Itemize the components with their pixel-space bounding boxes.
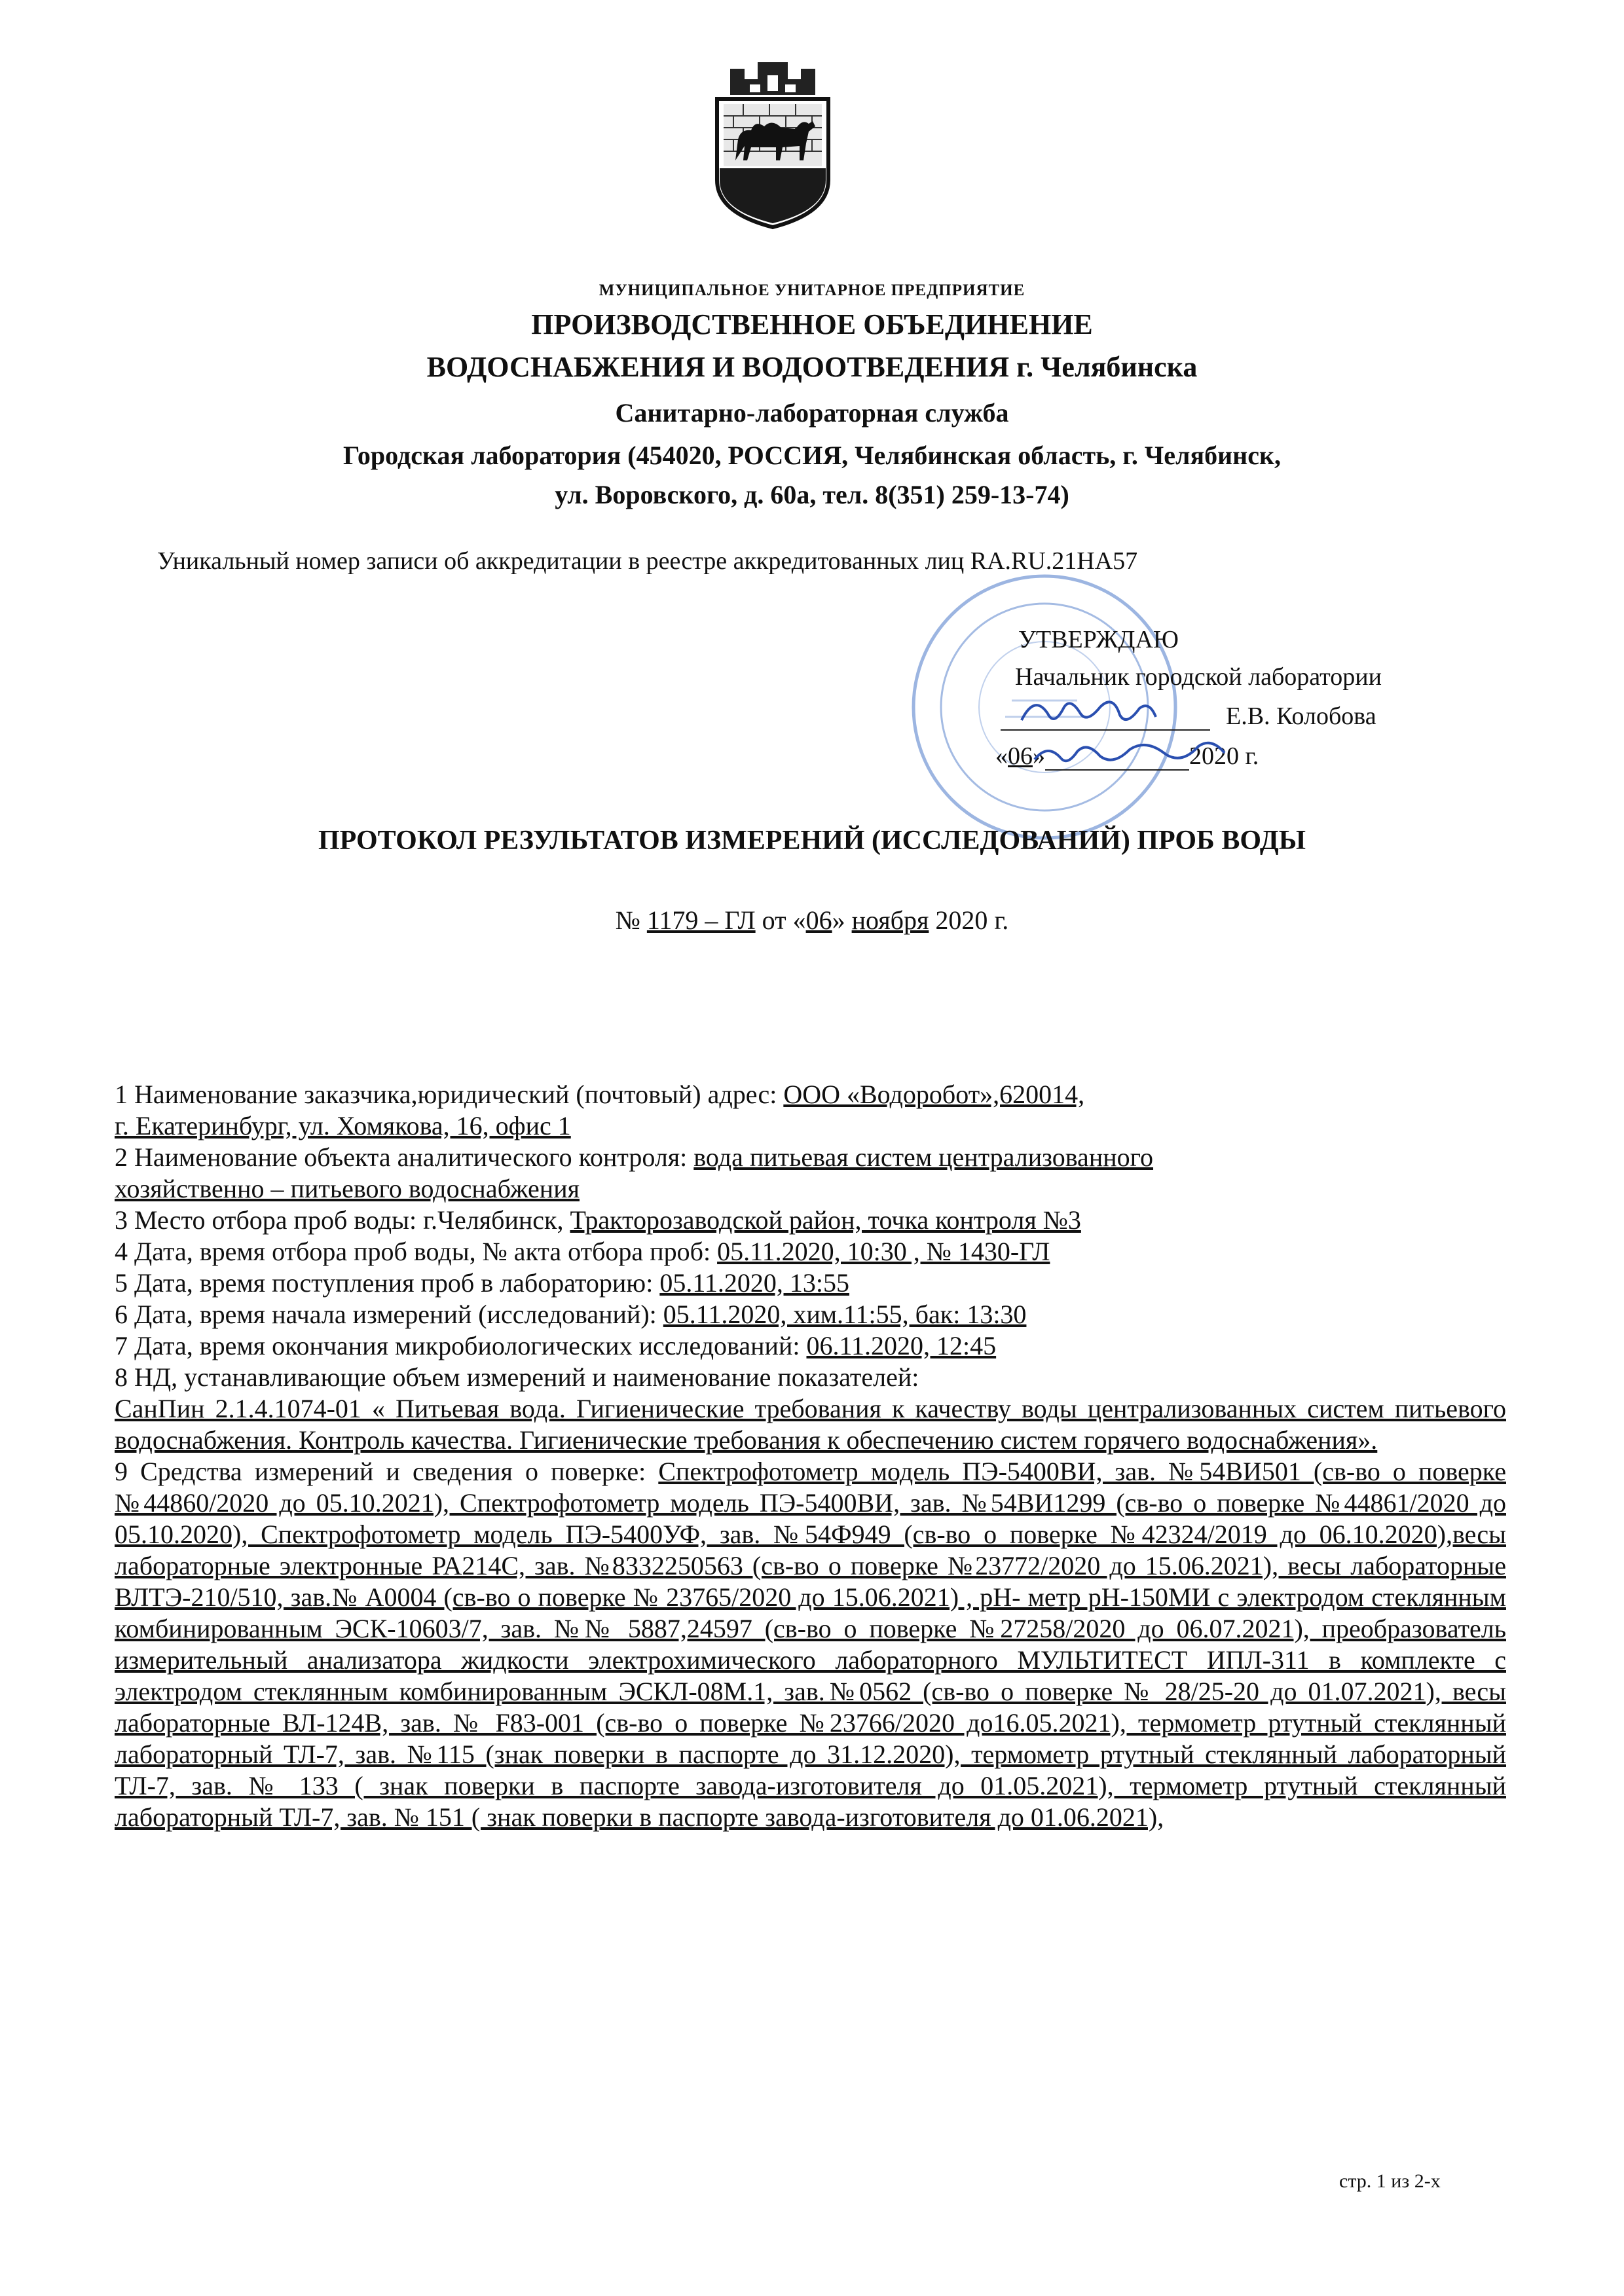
field-8-value [115,1393,1506,1456]
customer-address: г. Екатеринбург, ул. Хомякова, 16, офис 1 [115,1111,571,1140]
object-name: вода питьевая систем централизованного [693,1142,1154,1172]
approval-day: 06 [1008,742,1033,770]
service-name: Санитарно-лабораторная служба [615,398,1009,428]
protocol-month: ноября [851,905,929,935]
field-2: 2 Наименование объекта аналитического контроля: вода питьевая систем централизованного [115,1142,1154,1172]
protocol-number-value: 1179 – ГЛ [646,905,756,935]
protocol-year: 2020 г. [929,905,1009,935]
object-name-cont: хозяйственно – питьевого водоснабжения [115,1174,580,1203]
field-5: 5 Дата, время поступления проб в лабораторию: 05.11.2020, 13:55 [115,1268,849,1298]
customer-name: ООО «Водоробот»,620014, [783,1080,1085,1109]
measurement-instruments: Спектрофотометр модель ПЭ-5400ВИ, зав. №54ВИ501 (св-во о поверке №44860/2020 до 05.10.2021), Спектрофотометр модель ПЭ-5400ВИ, зав. №54ВИ1299 (св-во о поверке №44861/2020 до 05.10.2020), Спектрофотометр модель ПЭ-5400УФ, зав. №54Ф949 (св-во о поверке №42324/2019 до 06.10.2020),весы лабораторные электронные РА214С, зав. №8332250563 (св-во о поверке №23772/2020 до 15.06.2021), весы лабораторные ВЛТЭ-210/510, зав.№ А0004 (св-во о поверке № 23765/2020 до 15.06.2021) , рН- метр рН-150МИ с электродом стеклянным комбинированным ЭСК-10603/7, зав. №№ 5887,24597 (св-во о поверке №27258/2020 до 06.07.2021), преобразователь измерительный анализатора жидкости электрохимического лабораторного МУЛЬТИТЕСТ ИПЛ-311 в комплекте с электродом стеклянным комбинированным ЭСКЛ-08М.1, зав.№0562 (св-во о поверке № 28/25-20 до 01.07.2021), весы лабораторные ВЛ-124В, зав. № F83-001 (св-во о поверке №23766/2020 до16.05.2021), термометр ртутный стеклянный лабораторный ТЛ-7, зав. №115 (знак поверки в паспорте до 31.12.2020), термометр ртутный стеклянный лабораторный ТЛ-7, зав. № 133 ( знак поверки в паспорте завода-изготовителя до 01.05.2021), термометр ртутный стеклянный лабораторный ТЛ-7, зав. № 151 ( знак поверки в паспорте завода-изготовителя до 01.06.2021), [115,1457,1506,1832]
accreditation-number: Уникальный номер записи об аккредитации в реестре аккредитованных лиц RA.RU.21HA57 [157,547,1138,575]
field-2-cont [115,1173,1506,1205]
laboratory-name: Городская лаборатория (454020, РОССИЯ, Челябинская область, г. Челябинск, [342,441,1282,470]
city-coat-of-arms-icon [704,56,841,232]
approval-date: «06» 2020 г. [995,742,1259,770]
field-4: 4 Дата, время отбора проб воды, № акта отбора проб: 05.11.2020, 10:30 , № 1430-ГЛ [115,1237,1050,1266]
protocol-number: № 1179 – ГЛ от «06» ноября 2020 г. [615,905,1009,935]
start-datetime: 05.11.2020, хим.11:55, бак: 13:30 [663,1300,1027,1329]
approver-name: Е.В. Колобова [1226,702,1376,730]
field-3: 3 Место отбора проб воды: г.Челябинск, Тракторозаводской район, точка контроля №3 [115,1205,1081,1235]
organization-name-line-1: ПРОИЗВОДСТВЕННОЕ ОБЪЕДИНЕНИЕ [531,308,1093,340]
approval-year: 2020 г. [1189,742,1259,770]
field-6: 6 Дата, время начала измерений (исследований): 05.11.2020, хим.11:55, бак: 13:30 [115,1300,1027,1329]
field-1-cont [115,1110,1506,1142]
receipt-datetime: 05.11.2020, 13:55 [659,1268,849,1298]
field-1: 1 Наименование заказчика,юридический (почтовый) адрес: ООО «Водоробот»,620014, [115,1080,1085,1109]
field-8: 8 НД, устанавливающие объем измерений и наименование показателей: [115,1362,919,1392]
handwritten-signature-icon [1008,681,1283,773]
laboratory-address: ул. Воровского, д. 60а, тел. 8(351) 259-13-74) [555,480,1069,509]
page-number: стр. 1 из 2-х [1339,2170,1441,2192]
sampling-datetime: 05.11.2020, 10:30 , № 1430-ГЛ [717,1237,1050,1266]
organization-name-line-2: ВОДОСНАБЖЕНИЯ И ВОДООТВЕДЕНИЯ г. Челябинска [426,351,1198,383]
protocol-title: ПРОТОКОЛ РЕЗУЛЬТАТОВ ИЗМЕРЕНИЙ (ИССЛЕДОВАНИЙ) ПРОБ ВОДЫ [318,826,1306,856]
field-7: 7 Дата, время окончания микробиологических исследований: 06.11.2020, 12:45 [115,1331,997,1360]
end-datetime: 06.11.2020, 12:45 [806,1331,997,1360]
normative-document: СанПин 2.1.4.1074-01 « Питьевая вода. Гигиенические требования к качеству воды централизованных систем питьевого водоснабжения. Контроль качества. Гигиенические требования к обеспечению систем горячего водоснабжения». [115,1394,1506,1455]
approver-position: Начальник городской лаборатории [1015,663,1382,691]
protocol-fields [115,1079,1506,1833]
organization-type: МУНИЦИПАЛЬНОЕ УНИТАРНОЕ ПРЕДПРИЯТИЕ [599,282,1025,299]
protocol-day: 06 [805,905,832,935]
approval-word: УТВЕРЖДАЮ [1018,626,1179,653]
sampling-place: Тракторозаводской район, точка контроля №3 [570,1205,1081,1235]
field-9: 9 Средства измерений и сведения о поверке: Спектрофотометр модель ПЭ-5400ВИ, зав. №54ВИ501 (св-во о поверке №44860/2020 до 05.10.2021), Спектрофотометр модель ПЭ-5400ВИ, зав. №54ВИ1299 (св-во о поверке №44861/2020 до 05.10.2020), Спектрофотометр модель ПЭ-5400УФ, зав. №54Ф949 (св-во о поверке №42324/2019 до 06.10.2020),весы лабораторные электронные РА214С, зав. №8332250563 (св-во о поверке №23772/2020 до 15.06.2021), весы лабораторные ВЛТЭ-210/510, зав.№ А0004 (св-во о поверке № 23765/2020 до 15.06.2021) , рН- метр рН-150МИ с электродом стеклянным комбинированным ЭСК-10603/7, зав. №№ 5887,24597 (св-во о поверке №27258/2020 до 06.07.2021), преобразователь измерительный анализатора жидкости электрохимического лабораторного МУЛЬТИТЕСТ ИПЛ-311 в комплекте с электродом стеклянным комбинированным ЭСКЛ-08М.1, зав.№0562 (св-во о поверке № 28/25-20 до 01.07.2021), весы лабораторные ВЛ-124В, зав. № F83-001 (св-во о поверке №23766/2020 до16.05.2021), термометр ртутный стеклянный лабораторный ТЛ-7, зав. №115 (знак поверки в паспорте до 31.12.2020), термометр ртутный стеклянный лабораторный ТЛ-7, зав. № 133 ( знак поверки в паспорте завода-изготовителя до 01.05.2021), термометр ртутный стеклянный лабораторный ТЛ-7, зав. № 151 ( знак поверки в паспорте завода-изготовителя до 01.06.2021), [115,1457,1506,1832]
